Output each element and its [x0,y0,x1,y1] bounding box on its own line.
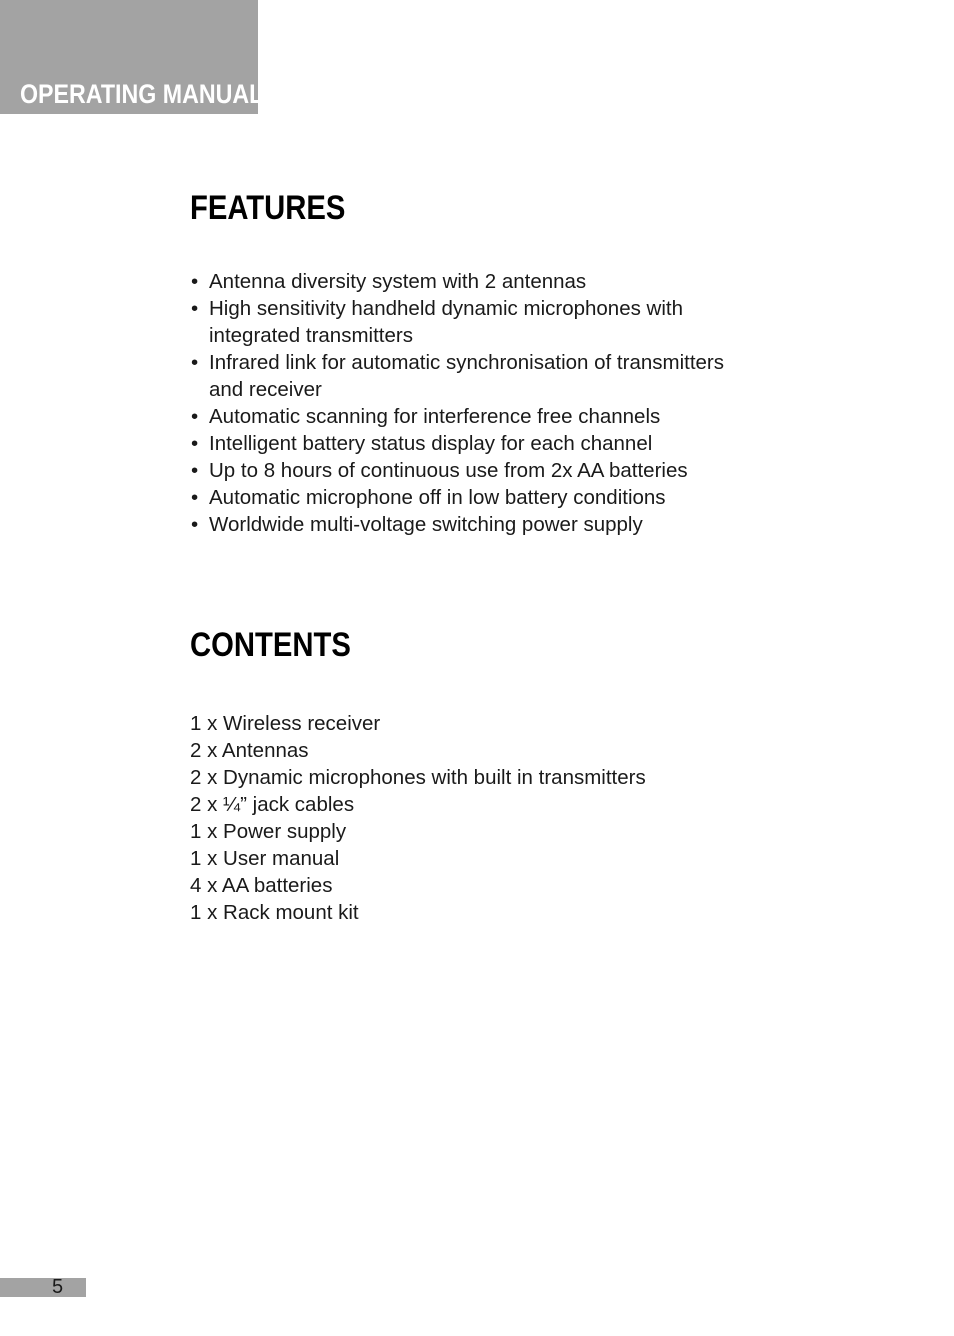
features-heading: FEATURES [190,189,346,227]
list-item [190,295,724,349]
list-item: 1 x Rack mount kit [190,901,359,924]
contents-heading: CONTENTS [190,626,351,664]
bullet-icon: • [191,405,199,428]
list-item [190,484,724,511]
list-item: 1 x User manual [190,847,340,870]
list-item [190,403,724,430]
list-item: 2 x Dynamic microphones with built in transmitters [190,766,646,789]
bullet-icon: • [191,486,199,509]
list-item: 4 x AA batteries [190,874,333,897]
contents-list [190,710,646,926]
bullet-icon: • [191,351,199,374]
feature-text: High sensitivity handheld dynamic microphones with [209,297,684,320]
list-item [190,511,724,538]
feature-text: Infrared link for automatic synchronisation of transmitters [209,351,724,374]
feature-text: Intelligent battery status display for each channel [209,432,653,455]
list-item: 2 x ¼” jack cables [190,793,355,816]
list-item [190,349,724,403]
list-item [190,268,724,295]
manual-header-label: OPERATING MANUAL [20,79,264,109]
bullet-icon: • [191,270,199,293]
bullet-icon: • [191,513,199,536]
feature-text-continued: integrated transmitters [209,324,413,347]
feature-text: Worldwide multi-voltage switching power supply [209,513,643,536]
footer-bar [0,1278,86,1297]
list-item: 1 x Wireless receiver [190,712,381,735]
list-item: 1 x Power supply [190,820,347,843]
feature-text: Up to 8 hours of continuous use from 2x AA batteries [209,459,688,482]
bullet-icon: • [191,432,199,455]
list-item: 2 x Antennas [190,739,309,762]
feature-text: Antenna diversity system with 2 antennas [209,270,587,293]
features-list [190,268,724,538]
page-number: 5 [52,1276,64,1298]
bullet-icon: • [191,459,199,482]
list-item [190,457,724,484]
feature-text: Automatic microphone off in low battery conditions [209,486,666,509]
feature-text-continued: and receiver [209,378,322,401]
bullet-icon: • [191,297,199,320]
feature-text: Automatic scanning for interference free channels [209,405,661,428]
list-item [190,430,724,457]
